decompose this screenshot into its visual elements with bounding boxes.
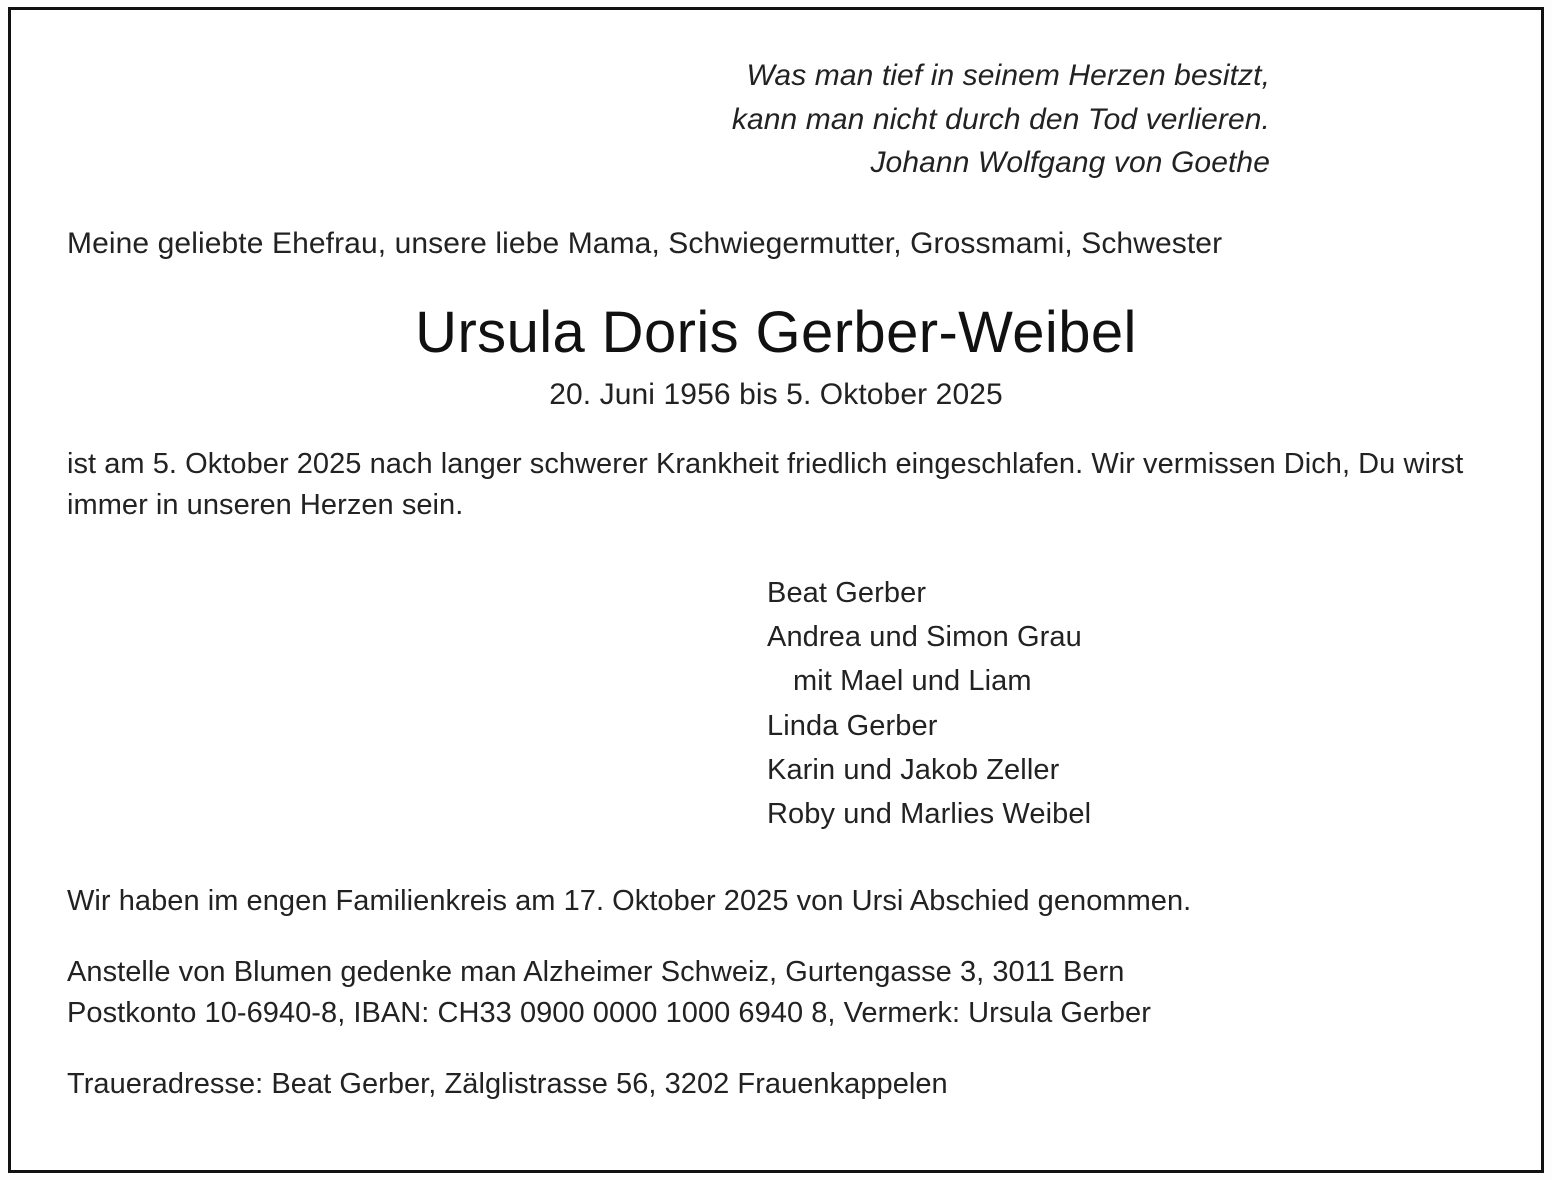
life-dates: 20. Juni 1956 bis 5. Oktober 2025 (549, 378, 1003, 412)
notice-content (11, 10, 1541, 1170)
donation-line-2: Postkonto 10-6940-8, IBAN: CH33 0900 0000 1000 6940 8, Vermerk: Ursula Gerber (67, 997, 1151, 1030)
quote-line-2: kann man nicht durch den Tod verlieren. (731, 102, 1270, 136)
intro-text: Meine geliebte Ehefrau, unsere liebe Mama, Schwiegermutter, Grossmami, Schwester (67, 226, 1223, 260)
mourner-item: mit Mael und Liam (793, 665, 1032, 698)
mourners-list (67, 571, 1485, 837)
mourner-item: Karin und Jakob Zeller (767, 754, 1060, 787)
quote-line-1: Was man tief in seinem Herzen besitzt, (746, 59, 1270, 92)
name-block (67, 301, 1485, 413)
deceased-name: Ursula Doris Gerber-Weibel (415, 299, 1137, 365)
farewell-text: Wir haben im engen Familienkreis am 17. Oktober 2025 von Ursi Abschied genommen. (67, 884, 1192, 917)
mourner-item: Linda Gerber (767, 709, 938, 742)
mourning-address: Traueradresse: Beat Gerber, Zälglistrasse 56, 3202 Frauenkappelen (67, 1068, 948, 1101)
mourner-item: Roby und Marlies Weibel (767, 798, 1092, 831)
donation-line-1: Anstelle von Blumen gedenke man Alzheimer Schweiz, Gurtengasse 3, 3011 Bern (67, 955, 1125, 988)
body-text: ist am 5. Oktober 2025 nach langer schwerer Krankheit friedlich eingeschlafen. Wir vermissen Dich, Du wirst immer in unseren Herzen sein. (67, 448, 1464, 522)
notice-border (8, 7, 1544, 1173)
mourner-item: Andrea und Simon Grau (767, 621, 1082, 653)
quote-block (67, 54, 1485, 185)
mourner-item: Beat Gerber (767, 576, 927, 609)
donation-block (67, 952, 1485, 1034)
quote-author: Johann Wolfgang von Goethe (870, 146, 1270, 179)
